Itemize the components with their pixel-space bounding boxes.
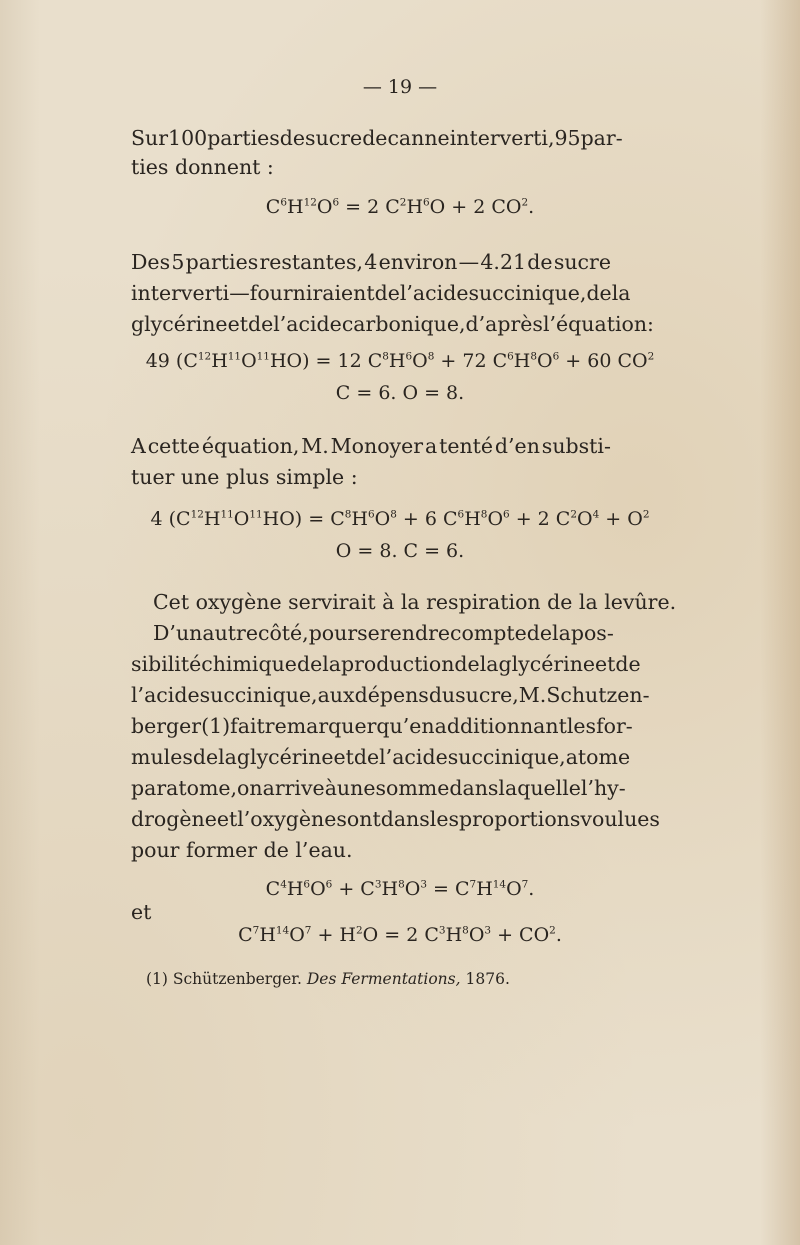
word: par (131, 776, 167, 800)
word: for- (596, 714, 633, 738)
superscript: 6 (325, 878, 333, 891)
word: succinique, (447, 745, 566, 769)
superscript: 6 (405, 350, 413, 363)
word: Schutzen- (546, 683, 650, 707)
conjunction-et: et (131, 900, 152, 924)
word: glycérine (236, 745, 334, 769)
word: 4 (364, 250, 378, 274)
superscript: 6 (367, 508, 375, 521)
word: de (362, 126, 388, 150)
superscript: 2 (399, 196, 407, 209)
equation-3 (90, 508, 710, 530)
word: et (227, 312, 248, 336)
word: l’hy- (580, 776, 626, 800)
formula-text: + 6 C (396, 508, 458, 530)
word: la (552, 621, 571, 645)
superscript: 2 (521, 196, 529, 209)
equation-2 (90, 350, 710, 372)
word: parties (185, 250, 259, 274)
word: dans (449, 776, 499, 800)
word: on (237, 776, 263, 800)
word: une (336, 776, 376, 800)
word: l’acide (399, 281, 469, 305)
word: — (458, 250, 480, 274)
para4-line3 (131, 652, 641, 676)
formula-text: H (259, 924, 276, 946)
word: Des (131, 250, 171, 274)
word: Sur (131, 126, 169, 150)
word: et (216, 807, 238, 831)
word: de (353, 745, 380, 769)
page-number: — 19 — (362, 76, 438, 98)
formula-text: O (468, 924, 485, 946)
superscript: 11 (220, 508, 234, 521)
word: a (424, 434, 438, 458)
word: du (428, 683, 456, 707)
superscript: 3 (420, 878, 427, 891)
word: environ (378, 250, 458, 274)
word: l’acide (379, 745, 448, 769)
word: pos- (570, 621, 614, 645)
para1-line1 (131, 126, 623, 150)
word: remarquer (264, 714, 377, 738)
footnote-year: 1876. (465, 970, 510, 988)
superscript: 4 (592, 508, 600, 521)
formula-text: O (404, 878, 421, 900)
superscript: 7 (469, 878, 477, 891)
word: chimique (201, 652, 297, 676)
word: A (131, 434, 146, 458)
superscript: 8 (398, 878, 405, 891)
equation-5 (100, 924, 700, 946)
word: M. (518, 683, 547, 707)
para4-line1: Cet oxygène servirait à la respiration de la levûre. (153, 590, 677, 614)
word: 95 (554, 126, 581, 150)
word: d’en (494, 434, 540, 458)
word: sucre (305, 126, 363, 150)
para2-line3 (131, 312, 654, 336)
footnote-title: Des Fermentations, (306, 970, 461, 988)
word: sibilité (131, 652, 202, 676)
formula-text: H (476, 878, 493, 900)
superscript: 8 (382, 350, 389, 363)
formula-text: O (289, 924, 305, 946)
word: interverti (131, 281, 230, 305)
word: la (611, 281, 631, 305)
superscript: 8 (427, 350, 435, 363)
word: M. (301, 434, 329, 458)
superscript: 6 (280, 196, 287, 209)
formula-text: H (388, 350, 406, 372)
superscript: 7 (304, 924, 312, 937)
word: de (454, 652, 480, 676)
word: mules (131, 745, 193, 769)
superscript: 7 (521, 878, 529, 891)
formula-text: + CO (491, 924, 550, 946)
word: se (357, 621, 380, 645)
word: : (647, 312, 654, 336)
word: de (615, 652, 641, 676)
superscript: 6 (303, 878, 311, 891)
word: d’après (465, 312, 543, 336)
word: la (218, 745, 237, 769)
word: succinique, (199, 683, 318, 707)
formula-text: O + 2 CO (429, 196, 522, 218)
para4-line5 (131, 714, 633, 738)
formula-text: C (238, 924, 253, 946)
word: l’acide (273, 312, 342, 336)
word: la (479, 652, 499, 676)
word: laquelle (498, 776, 581, 800)
superscript: 8 (462, 924, 469, 937)
word: production (341, 652, 455, 676)
superscript: 8 (480, 508, 488, 521)
para4-line8 (131, 807, 660, 831)
formula-text: C (265, 196, 281, 218)
superscript: 2 (647, 350, 655, 363)
word: côté, (257, 621, 309, 645)
superscript: 2 (642, 508, 650, 521)
formula-text: + C (332, 878, 375, 900)
word: glycérine (498, 652, 596, 676)
word: glycérine (131, 312, 228, 336)
superscript: 12 (190, 508, 204, 521)
formula-text: H (286, 878, 304, 900)
formula-text: + 2 C (509, 508, 571, 530)
superscript: 6 (332, 196, 340, 209)
formula-text: O = 2 C (362, 924, 439, 946)
superscript: 14 (492, 878, 507, 891)
superscript: 12 (303, 196, 317, 209)
formula-text: O (241, 350, 257, 372)
word: les (566, 714, 597, 738)
superscript: 3 (374, 878, 382, 891)
para4-line9: pour former de l’eau. (131, 838, 353, 862)
equation-2-values: C = 6. O = 8. (335, 382, 465, 404)
word: interverti, (449, 126, 555, 150)
word: somme (375, 776, 450, 800)
word: parties (207, 126, 280, 150)
word: (1) (201, 714, 231, 738)
superscript: 11 (249, 508, 263, 521)
formula-text: H (513, 350, 531, 372)
formula-text: 49 (C (145, 350, 198, 372)
word: — (229, 281, 250, 305)
formula-text: O (374, 508, 391, 530)
formula-text: + H (311, 924, 357, 946)
word: sucre, (455, 683, 519, 707)
formula-text: . (528, 878, 535, 900)
word: équation, (201, 434, 300, 458)
word: de (527, 250, 553, 274)
word: carbonique, (341, 312, 466, 336)
word: sucre (553, 250, 611, 274)
formula-text: HO) = 12 C (269, 350, 383, 372)
word: cette (147, 434, 200, 458)
formula-text: O (412, 350, 428, 372)
superscript: 8 (390, 508, 397, 521)
formula-text: H (211, 350, 228, 372)
formula-text: C (265, 878, 281, 900)
word: substi- (541, 434, 611, 458)
word: succinique, (468, 281, 587, 305)
superscript: 2 (549, 924, 556, 937)
formula-text: H (445, 924, 463, 946)
word: l’équation (542, 312, 648, 336)
superscript: 6 (552, 350, 560, 363)
word: fait (230, 714, 265, 738)
word: qu’en (376, 714, 435, 738)
word: dépens (354, 683, 429, 707)
superscript: 14 (275, 924, 290, 937)
word: l’acide (131, 683, 200, 707)
word: pour (308, 621, 358, 645)
equation-4 (100, 878, 700, 900)
word: tenté (439, 434, 494, 458)
word: sont (336, 807, 381, 831)
formula-text: O (506, 878, 522, 900)
formula-text: O (310, 878, 326, 900)
formula-text: . (555, 924, 562, 946)
formula-text: O (577, 508, 593, 530)
equation-3-values: O = 8. C = 6. (335, 540, 465, 562)
word: D’un (153, 621, 203, 645)
para4-line4 (131, 683, 650, 707)
para2-line1 (131, 252, 611, 273)
word: de (247, 312, 274, 336)
formula-text: = 2 C (339, 196, 400, 218)
formula-text: H (351, 508, 368, 530)
formula-text: = C (426, 878, 470, 900)
word: 5 (171, 250, 185, 274)
formula-text: + 72 C (434, 350, 508, 372)
word: et (595, 652, 616, 676)
word: proportions (459, 807, 581, 831)
word: dans (380, 807, 430, 831)
word: canne (387, 126, 450, 150)
word: restantes, (259, 250, 364, 274)
formula-text: O (537, 350, 553, 372)
word: de (526, 621, 553, 645)
word: fourniraient (249, 281, 375, 305)
para3-line2: tuer une plus simple : (131, 465, 358, 489)
word: 100 (168, 126, 208, 150)
formula-text: H (381, 878, 399, 900)
word: et (333, 745, 354, 769)
word: drogène (131, 807, 217, 831)
word: berger (131, 714, 202, 738)
formula-text: O (316, 196, 333, 218)
formula-text: + O (599, 508, 643, 530)
word: compte (450, 621, 527, 645)
superscript: 11 (227, 350, 242, 363)
superscript: 6 (503, 508, 510, 521)
superscript: 8 (530, 350, 538, 363)
superscript: 2 (356, 924, 363, 937)
word: Monoyer (330, 434, 424, 458)
word: de (374, 281, 400, 305)
word: additionnant (434, 714, 567, 738)
word: 4.21 (480, 250, 527, 274)
formula-text: H (464, 508, 481, 530)
word: de (192, 745, 219, 769)
word: aux (317, 683, 355, 707)
superscript: 6 (457, 508, 465, 521)
formula-text: HO) = C (262, 508, 345, 530)
formula-text: H (287, 196, 304, 218)
word: rendre (379, 621, 451, 645)
formula-text: O (233, 508, 250, 530)
formula-text: O (487, 508, 504, 530)
para4-line2 (153, 621, 614, 645)
superscript: 6 (423, 196, 430, 209)
footnote-marker: (1) Schützenberger. (146, 970, 302, 988)
para1-line2: ties donnent : (131, 155, 274, 179)
superscript: 12 (197, 350, 212, 363)
formula-text: 4 (C (150, 508, 191, 530)
formula-text: H (203, 508, 221, 530)
word: les (429, 807, 459, 831)
equation-1 (100, 196, 700, 218)
word: atome (565, 745, 631, 769)
superscript: 3 (484, 924, 492, 937)
superscript: 2 (570, 508, 577, 521)
formula-text: + 60 CO (559, 350, 648, 372)
word: atome, (166, 776, 238, 800)
para3-line1 (131, 436, 611, 457)
superscript: 8 (344, 508, 352, 521)
footnote (146, 970, 510, 988)
word: par- (580, 126, 623, 150)
superscript: 4 (280, 878, 287, 891)
word: la (322, 652, 341, 676)
superscript: 11 (256, 350, 270, 363)
superscript: 6 (507, 350, 514, 363)
formula-text: . (528, 196, 535, 218)
para4-line7 (131, 776, 626, 800)
word: de (586, 281, 612, 305)
word: de (296, 652, 323, 676)
word: de (279, 126, 306, 150)
word: voulues (580, 807, 660, 831)
word: à (324, 776, 337, 800)
superscript: 3 (438, 924, 446, 937)
superscript: 7 (252, 924, 260, 937)
formula-text: H (406, 196, 424, 218)
word: autre (202, 621, 258, 645)
word: l’oxygène (237, 807, 337, 831)
para2-line2 (131, 281, 631, 305)
para4-line6 (131, 745, 631, 769)
word: arrive (262, 776, 325, 800)
